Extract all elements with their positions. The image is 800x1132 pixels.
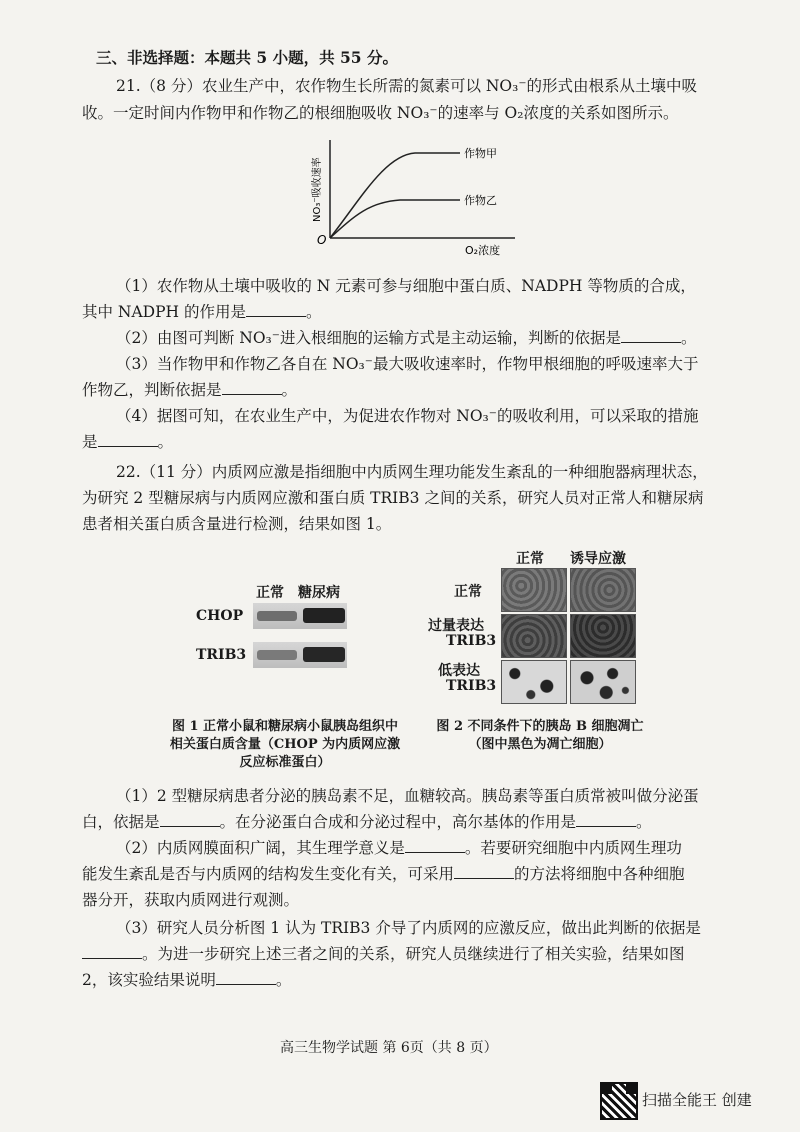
micrograph (501, 660, 567, 704)
fig2-col-normal: 正常 (516, 551, 544, 567)
section-heading: 三、非选择题：本题共 5 小题，共 55 分。 (96, 48, 398, 67)
fig1-row-chop: CHOP (196, 608, 244, 624)
q21-stem-line1: 21.（8 分）农业生产中，农作物生长所需的氮素可以 NO₃⁻的形式由根系从土壤中吸 (116, 77, 698, 95)
fig1-col-diabetes: 糖尿病 (298, 585, 340, 601)
blot-band (257, 650, 297, 660)
q21-chart (290, 130, 530, 260)
chart-y-label: NO₃⁻吸收速率 (312, 157, 323, 222)
q22-sub1-line2: 白，依据是 。在分泌蛋白合成和分泌过程中，高尔基体的作用是 。 (82, 813, 652, 831)
chart-origin: O (317, 233, 327, 247)
answer-blank[interactable] (621, 328, 681, 343)
q22-sub3-line3: 2，该实验结果说明 。 (82, 971, 292, 989)
micrograph (570, 660, 636, 704)
micrograph (570, 568, 636, 612)
fig2-col-stress: 诱导应激 (570, 551, 626, 567)
answer-blank[interactable] (216, 970, 276, 985)
fig1-caption-line3: 反应标准蛋白） (239, 755, 331, 770)
q21-sub1-line2: 其中 NADPH 的作用是 。 (82, 303, 322, 321)
fig1-blot-trib3 (253, 642, 347, 668)
q21-sub1-line1: （1）农作物从土壤中吸收的 N 元素可参与细胞中蛋白质、NADPH 等物质的合成， (116, 277, 696, 295)
blot-band (257, 611, 297, 621)
q22-stem-line2: 为研究 2 型糖尿病与内质网应激和蛋白质 TRIB3 之间的关系，研究人员对正常人和糖尿病 (82, 489, 704, 507)
fig1-caption-line1: 图 1 正常小鼠和糖尿病小鼠胰岛组织中 (171, 719, 399, 734)
q22-sub2-line3: 器分开，获取内质网进行观测。 (82, 891, 300, 909)
fig2-row-overexpress-1: 过量表达 (428, 618, 484, 634)
micrograph (570, 614, 636, 658)
fig1-col-normal: 正常 (256, 585, 284, 601)
q21-sub3-line1: （3）当作物甲和作物乙各自在 NO₃⁻最大吸收速率时，作物甲根细胞的呼吸速率大于 (116, 355, 699, 373)
answer-blank[interactable] (82, 944, 142, 959)
q22-sub3-line1: （3）研究人员分析图 1 认为 TRIB3 介导了内质网的应激反应，做出此判断的依据是 (116, 919, 701, 937)
micrograph (501, 614, 567, 658)
fig1-row-trib3: TRIB3 (196, 647, 247, 663)
answer-blank[interactable] (246, 302, 306, 317)
fig2-row-overexpress-2: TRIB3 (446, 633, 497, 649)
q21-stem-line2: 收。一定时间内作物甲和作物乙的根细胞吸收 NO₃⁻的速率与 O₂浓度的关系如图所示。 (82, 104, 679, 122)
fig2-row-normal: 正常 (454, 584, 482, 600)
fig2-row-low-2: TRIB3 (446, 678, 497, 694)
q22-sub2-line2: 能发生紊乱是否与内质网的结构发生变化有关，可采用 的方法将细胞中各种细胞 (82, 865, 685, 883)
fig2-row-low-1: 低表达 (438, 663, 480, 679)
q21-sub4-line1: （4）据图可知，在农业生产中，为促进农作物对 NO₃⁻的吸收利用，可以采取的措施 (116, 407, 699, 425)
q22-stem-line1: 22.（11 分）内质网应激是指细胞中内质网生理功能发生紊乱的一种细胞器病理状态， (116, 463, 708, 481)
answer-blank[interactable] (160, 812, 220, 827)
fig1-blot-chop (253, 603, 347, 629)
qr-code-icon (600, 1082, 638, 1120)
q22-sub1-line1: （1）2 型糖尿病患者分泌的胰岛素不足，血糖较高。胰岛素等蛋白质常被叫做分泌蛋 (116, 787, 699, 805)
answer-blank[interactable] (454, 864, 514, 879)
q21-sub4-line2: 是 。 (82, 433, 174, 451)
q21-sub2: （2）由图可判断 NO₃⁻进入根细胞的运输方式是主动运输，判断的依据是 。 (116, 329, 697, 347)
blot-band (303, 647, 345, 662)
chart-series-label-a: 作物甲 (464, 147, 497, 160)
answer-blank[interactable] (405, 838, 465, 853)
watermark-text: 扫描全能王 创建 (642, 1091, 752, 1109)
chart-curve-crop-b (330, 200, 460, 238)
fig2-caption-line1: 图 2 不同条件下的胰岛 B 细胞凋亡 (436, 719, 644, 734)
fig1-caption-line2: 相关蛋白质含量（CHOP 为内质网应激 (169, 737, 401, 752)
blot-band (303, 608, 345, 623)
answer-blank[interactable] (576, 812, 636, 827)
answer-blank[interactable] (222, 380, 282, 395)
answer-blank[interactable] (98, 432, 158, 447)
chart-series-label-b: 作物乙 (464, 194, 497, 207)
fig2-caption-line2: （图中黑色为凋亡细胞） (468, 737, 612, 752)
micrograph (501, 568, 567, 612)
chart-x-label: O₂浓度 (465, 244, 501, 257)
page-footer: 高三生物学试题 第 6页（共 8 页） (280, 1040, 498, 1056)
chart-curve-crop-a (330, 153, 460, 238)
q22-stem-line3: 患者相关蛋白质含量进行检测，结果如图 1。 (82, 515, 392, 533)
q21-sub3-line2: 作物乙，判断依据是 。 (82, 381, 298, 399)
q22-sub3-line2: 。为进一步研究上述三者之间的关系，研究人员继续进行了相关实验，结果如图 (82, 944, 685, 964)
q22-sub2-line1: （2）内质网膜面积广阔，其生理学意义是 。若要研究细胞中内质网生理功 (116, 839, 682, 857)
